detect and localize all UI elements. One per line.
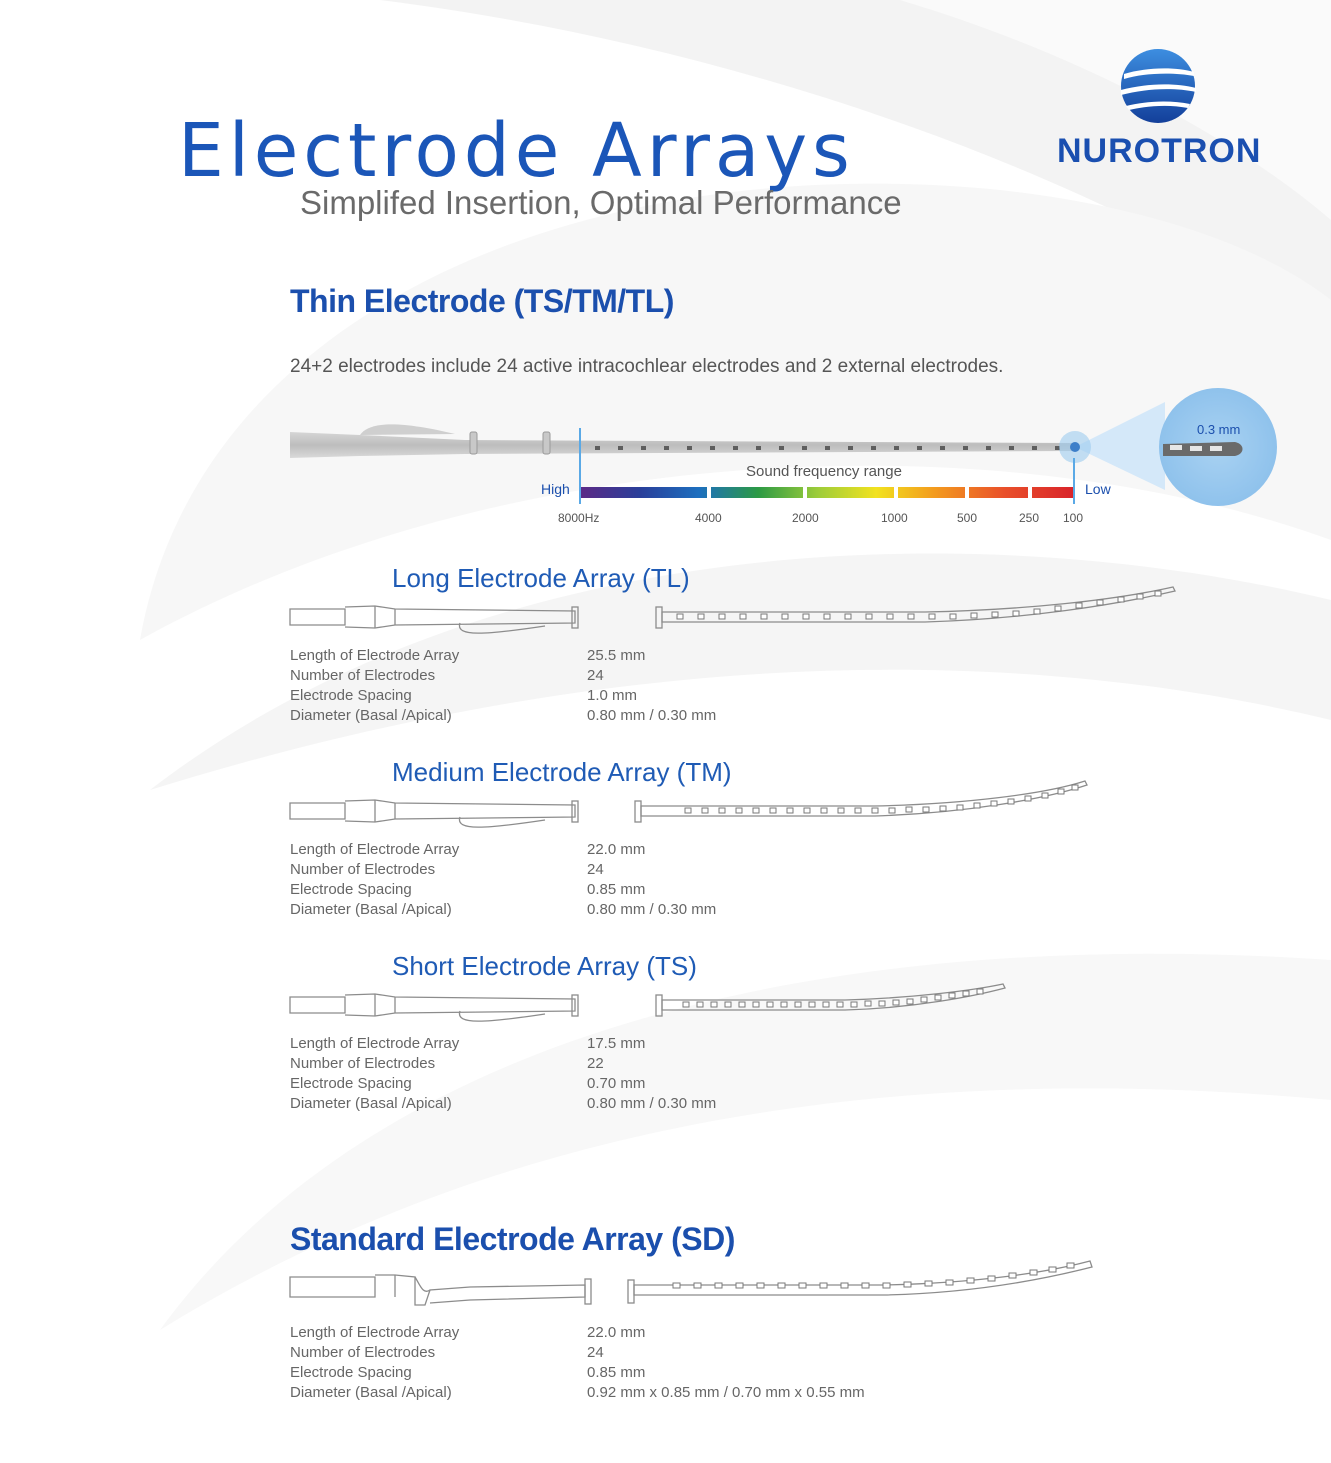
long-array-specs bbox=[290, 646, 990, 726]
spec-row bbox=[290, 1383, 990, 1403]
frequency-tick: 250 bbox=[1019, 511, 1040, 525]
medium-array-drawing bbox=[285, 776, 1105, 836]
spec-row bbox=[290, 1323, 990, 1343]
spec-row bbox=[290, 646, 990, 666]
frequency-tick: 100 bbox=[1063, 511, 1084, 525]
spec-label: Electrode Spacing bbox=[290, 881, 412, 898]
standard-array-specs bbox=[290, 1323, 990, 1403]
spec-value: 0.70 mm bbox=[587, 1075, 646, 1092]
frequency-tick: 8000Hz bbox=[558, 511, 600, 525]
frequency-diagram bbox=[285, 380, 1295, 540]
frequency-range-label: Sound frequency range bbox=[746, 463, 902, 480]
spec-row bbox=[290, 1094, 990, 1114]
high-label: High bbox=[541, 481, 570, 497]
short-array-specs bbox=[290, 1034, 990, 1114]
spec-value: 0.92 mm x 0.85 mm / 0.70 mm x 0.55 mm bbox=[587, 1384, 865, 1401]
spec-value: 24 bbox=[587, 861, 604, 878]
spec-value: 0.80 mm / 0.30 mm bbox=[587, 1095, 717, 1112]
standard-array-title: Standard Electrode Array (SD) bbox=[290, 1221, 735, 1257]
spec-row bbox=[290, 666, 990, 686]
spec-row bbox=[290, 1034, 990, 1054]
spec-label: Diameter (Basal /Apical) bbox=[290, 707, 452, 724]
page-subtitle: Simplifed Insertion, Optimal Performance bbox=[300, 184, 902, 221]
spec-value: 0.85 mm bbox=[587, 881, 646, 898]
spec-label: Number of Electrodes bbox=[290, 1344, 436, 1361]
medium-array-title: Medium Electrode Array (TM) bbox=[392, 757, 732, 787]
frequency-tick: 4000 bbox=[695, 511, 722, 525]
spec-row bbox=[290, 900, 990, 920]
short-array-drawing bbox=[285, 970, 1025, 1030]
spec-value: 24 bbox=[587, 1344, 604, 1361]
thin-electrode-intro: 24+2 electrodes include 24 active intracochlear electrodes and 2 external electrodes. bbox=[290, 356, 1004, 377]
spec-value: 24 bbox=[587, 667, 604, 684]
spec-label: Number of Electrodes bbox=[290, 861, 436, 878]
page-title: Electrode Arrays bbox=[178, 108, 855, 194]
standard-array-drawing bbox=[285, 1245, 1105, 1315]
spec-label: Number of Electrodes bbox=[290, 667, 436, 684]
spec-row bbox=[290, 860, 990, 880]
spec-label: Electrode Spacing bbox=[290, 1364, 412, 1381]
spec-row bbox=[290, 1363, 990, 1383]
spec-value: 0.80 mm / 0.30 mm bbox=[587, 901, 717, 918]
spec-row bbox=[290, 840, 990, 860]
magnifier-label: 0.3 mm bbox=[1197, 422, 1241, 437]
long-array-drawing bbox=[285, 582, 1185, 642]
spec-row bbox=[290, 706, 990, 726]
spec-label: Length of Electrode Array bbox=[290, 1324, 460, 1341]
spec-row bbox=[290, 880, 990, 900]
frequency-tick: 500 bbox=[957, 511, 978, 525]
brand-name: NUROTRON bbox=[1057, 132, 1262, 170]
spec-label: Diameter (Basal /Apical) bbox=[290, 901, 452, 918]
spec-value: 17.5 mm bbox=[587, 1035, 646, 1052]
spec-row bbox=[290, 1074, 990, 1094]
spec-label: Diameter (Basal /Apical) bbox=[290, 1384, 452, 1401]
spec-value: 22 bbox=[587, 1055, 604, 1072]
spec-row bbox=[290, 686, 990, 706]
spec-label: Electrode Spacing bbox=[290, 687, 412, 704]
low-label: Low bbox=[1085, 481, 1111, 497]
spec-label: Number of Electrodes bbox=[290, 1055, 436, 1072]
medium-array-specs bbox=[290, 840, 990, 920]
frequency-tick: 2000 bbox=[792, 511, 819, 525]
globe-logo-icon bbox=[1118, 46, 1198, 126]
spec-value: 1.0 mm bbox=[587, 687, 638, 704]
spec-value: 22.0 mm bbox=[587, 1324, 646, 1341]
spec-value: 0.80 mm / 0.30 mm bbox=[587, 707, 717, 724]
spec-label: Electrode Spacing bbox=[290, 1075, 412, 1092]
spec-value: 25.5 mm bbox=[587, 647, 646, 664]
spec-row bbox=[290, 1054, 990, 1074]
frequency-tick: 1000 bbox=[881, 511, 908, 525]
spec-value: 22.0 mm bbox=[587, 841, 646, 858]
spec-label: Length of Electrode Array bbox=[290, 1035, 460, 1052]
short-array-title: Short Electrode Array (TS) bbox=[392, 951, 697, 981]
thin-electrode-title: Thin Electrode (TS/TM/TL) bbox=[290, 283, 674, 319]
spec-row bbox=[290, 1343, 990, 1363]
spec-label: Length of Electrode Array bbox=[290, 647, 460, 664]
spec-label: Diameter (Basal /Apical) bbox=[290, 1095, 452, 1112]
spec-value: 0.85 mm bbox=[587, 1364, 646, 1381]
spec-label: Length of Electrode Array bbox=[290, 841, 460, 858]
long-array-title: Long Electrode Array (TL) bbox=[392, 563, 690, 593]
